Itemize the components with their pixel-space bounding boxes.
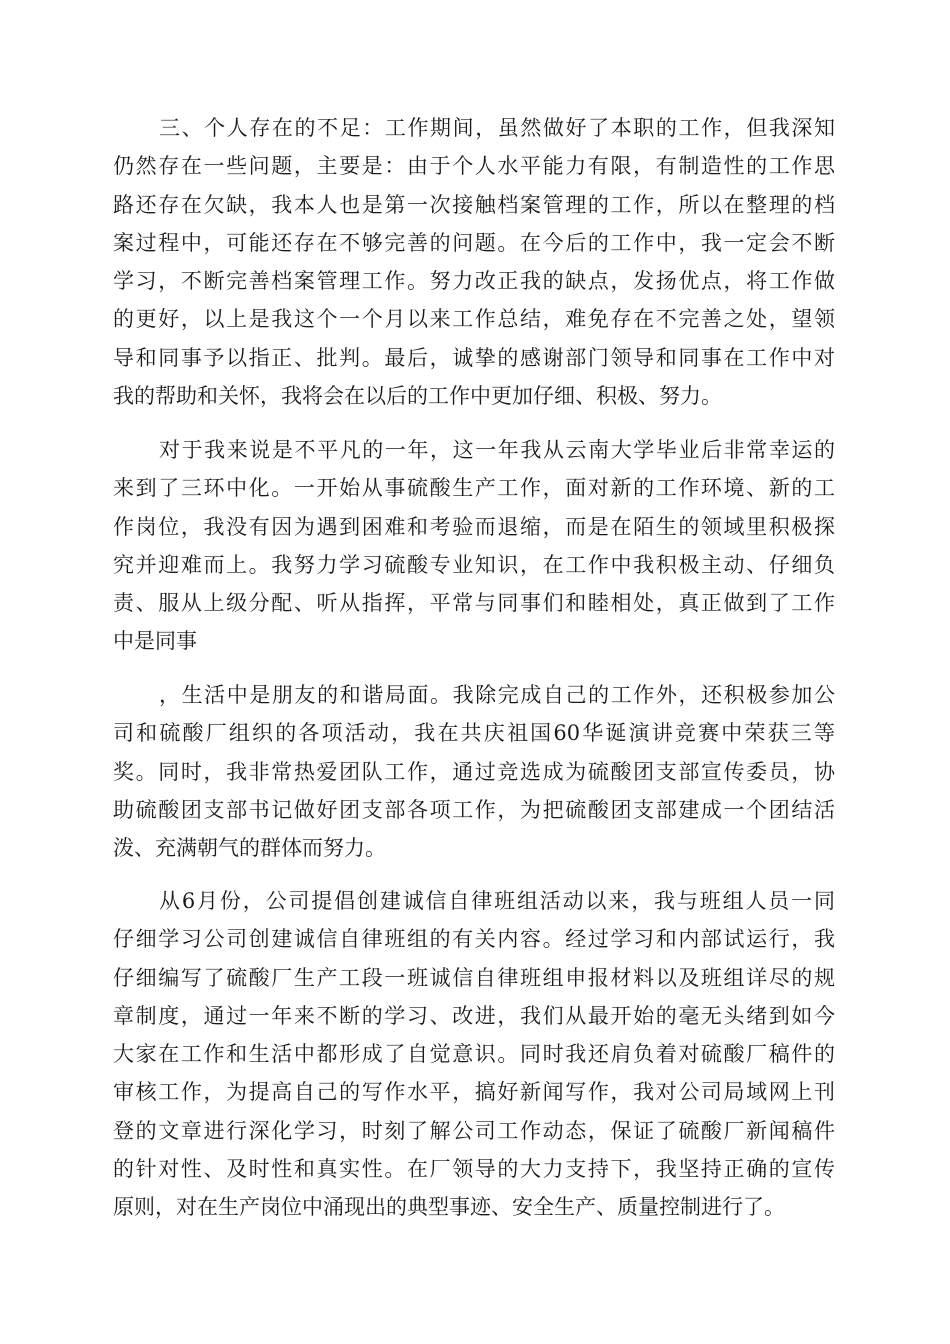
paragraph-shortcomings xyxy=(113,109,835,415)
text-line: 中是同事 xyxy=(113,629,197,654)
text-line: 路还存在欠缺，我本人也是第一次接触档案管理的工作，所以在整理的档 xyxy=(113,192,835,217)
text-line: 仔细学习公司创建诚信自律班组的有关内容。经过学习和内部试运行，我 xyxy=(113,927,835,952)
text-line: 三、个人存在的不足：工作期间，虽然做好了本职的工作，但我深知 xyxy=(159,116,835,140)
text-line: 章制度，通过一年来不断的学习、改进，我们从最开始的毫无头绪到如今 xyxy=(113,1003,835,1028)
text-line: 司和硫酸厂组织的各项活动，我在共庆祖国60华诞演讲竞赛中荣获三等 xyxy=(113,721,835,746)
text-line: 学习，不断完善档案管理工作。努力改正我的缺点，发扬优点，将工作做 xyxy=(113,269,835,294)
text-line: 究并迎难而上。我努力学习硫酸专业知识，在工作中我积极主动、仔细负 xyxy=(113,552,835,577)
text-line: 审核工作，为提高自己的写作水平，搞好新闻写作，我对公司局域网上刊 xyxy=(113,1080,835,1105)
text-line: 作岗位，我没有因为遇到困难和考验而退缩，而是在陌生的领域里积极探 xyxy=(113,514,835,539)
paragraph-integrity-team xyxy=(113,882,835,1227)
text-line: 仔细编写了硫酸厂生产工段一班诚信自律班组申报材料以及班组详尽的规 xyxy=(113,965,835,990)
text-line: 来到了三环中化。一开始从事硫酸生产工作，面对新的工作环境、新的工 xyxy=(113,476,835,501)
text-line: 的更好，以上是我这个一个月以来工作总结，难免存在不完善之处，望领 xyxy=(113,307,835,332)
text-line: 大家在工作和生活中都形成了自觉意识。同时我还肩负着对硫酸厂稿件的 xyxy=(113,1042,835,1067)
text-line: 对于我来说是不平凡的一年，这一年我从云南大学毕业后非常幸运的 xyxy=(159,438,835,462)
text-line: 的针对性、及时性和真实性。在厂领导的大力支持下，我坚持正确的宣传 xyxy=(113,1157,835,1182)
text-line: 登的文章进行深化学习，时刻了解公司工作动态，保证了硫酸厂新闻稿件 xyxy=(113,1118,835,1143)
text-line: 原则，对在生产岗位中涌现出的典型事迹、安全生产、质量控制进行了。 xyxy=(113,1195,785,1220)
text-line: 导和同事予以指正、批判。最后，诚挚的感谢部门领导和同事在工作中对 xyxy=(113,345,835,370)
text-line: 奖。同时，我非常热爱团队工作，通过竞选成为硫酸团支部宣传委员，协 xyxy=(113,759,835,784)
text-line: 助硫酸团支部书记做好团支部各项工作，为把硫酸团支部建成一个团结活 xyxy=(113,797,835,822)
paragraph-team-activities xyxy=(113,676,835,867)
text-line: ，生活中是朋友的和谐局面。我除完成自己的工作外，还积极参加公 xyxy=(159,683,835,707)
paragraph-first-year xyxy=(113,431,835,661)
text-line: 我的帮助和关怀，我将会在以后的工作中更加仔细、积极、努力。 xyxy=(113,384,722,409)
text-line: 泼、充满朝气的群体而努力。 xyxy=(113,836,386,861)
text-line: 案过程中，可能还存在不够完善的问题。在今后的工作中，我一定会不断 xyxy=(113,230,835,255)
text-line: 责、服从上级分配、听从指挥，平常与同事们和睦相处，真正做到了工作 xyxy=(113,591,835,616)
text-line: 仍然存在一些问题，主要是：由于个人水平能力有限，有制造性的工作思 xyxy=(113,154,835,179)
text-line: 从6月份，公司提倡创建诚信自律班组活动以来，我与班组人员一同 xyxy=(159,889,835,913)
